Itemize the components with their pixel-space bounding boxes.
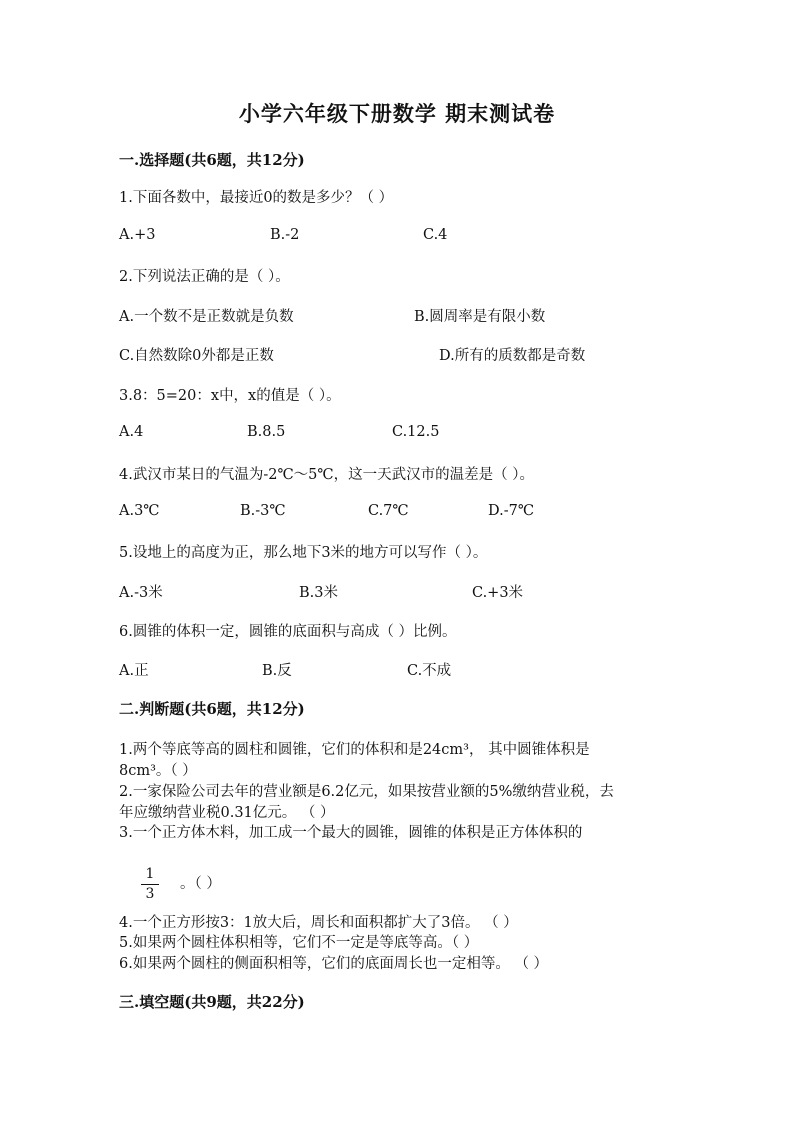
question-4-option-b: B.-3℃ xyxy=(240,503,286,519)
judgment-5: 5.如果两个圆柱体积相等，它们不一定是等底等高。（ ） xyxy=(119,935,479,951)
question-5-stem: 5.设地上的高度为正，那么地下3米的地方可以写作（ ）。 xyxy=(119,545,488,561)
question-1-stem: 1.下面各数中，最接近0的数是多少？（ ） xyxy=(119,190,394,206)
page-title: 小学六年级下册数学 期末测试卷 xyxy=(238,101,556,126)
judgment-3-answer-blank: 。（ ） xyxy=(180,876,221,892)
question-6-option-b: B.反 xyxy=(262,663,292,679)
question-5-option-a: A.-3米 xyxy=(119,585,163,601)
section-heading-fill-in: 三.填空题(共9题，共22分) xyxy=(119,993,305,1011)
question-2-option-c: C.自然数除0外都是正数 xyxy=(119,348,274,364)
question-5-option-c: C.+3米 xyxy=(472,585,524,601)
question-2-option-a: A.一个数不是正数就是负数 xyxy=(119,309,294,325)
judgment-2-line-1: 2.一家保险公司去年的营业额是6.2亿元，如果按营业额的5%缴纳营业税，去 xyxy=(119,784,614,800)
question-4-option-c: C.7℃ xyxy=(368,503,409,519)
question-3-option-c: C.12.5 xyxy=(392,424,440,440)
fraction-denominator: 3 xyxy=(145,886,155,902)
question-2-option-d: D.所有的质数都是奇数 xyxy=(439,348,586,364)
question-4-option-d: D.-7℃ xyxy=(488,503,535,519)
question-6-option-a: A.正 xyxy=(119,663,149,679)
question-5-option-b: B.3米 xyxy=(299,585,338,601)
fraction-numerator: 1 xyxy=(145,866,155,882)
question-3-option-b: B.8.5 xyxy=(247,424,286,440)
judgment-6: 6.如果两个圆柱的侧面积相等，它们的底面周长也一定相等。 （ ） xyxy=(119,956,549,972)
question-2-stem: 2.下列说法正确的是（ ）。 xyxy=(119,269,290,285)
judgment-1-line-2: 8cm³。（ ） xyxy=(119,763,197,779)
judgment-3-line-1: 3.一个正方体木料，加工成一个最大的圆锥，圆锥的体积是正方体体积的 xyxy=(119,825,583,841)
question-4-option-a: A.3℃ xyxy=(119,503,160,519)
judgment-4: 4.一个正方形按3：1放大后，周长和面积都扩大了3倍。 （ ） xyxy=(119,915,518,931)
question-4-stem: 4.武汉市某日的气温为-2℃～5℃，这一天武汉市的温差是（ ）。 xyxy=(119,467,534,483)
question-1-option-c: C.4 xyxy=(423,227,448,243)
fraction-bar xyxy=(141,884,159,885)
fraction-one-third xyxy=(141,866,159,903)
judgment-2-line-2: 年应缴纳营业税0.31亿元。 （ ） xyxy=(119,805,335,821)
question-6-stem: 6.圆锥的体积一定，圆锥的底面积与高成（ ）比例。 xyxy=(119,624,457,640)
section-heading-choice: 一.选择题(共6题，共12分) xyxy=(119,151,305,169)
question-1-option-a: A.+3 xyxy=(119,227,156,243)
question-2-option-b: B.圆周率是有限小数 xyxy=(414,309,546,325)
question-3-option-a: A.4 xyxy=(119,424,144,440)
judgment-1-line-1: 1.两个等底等高的圆柱和圆锥，它们的体积和是24cm³， 其中圆锥体积是 xyxy=(119,742,590,758)
question-1-option-b: B.-2 xyxy=(270,227,300,243)
section-heading-judgment: 二.判断题(共6题，共12分) xyxy=(119,700,305,718)
question-3-stem: 3.8：5=20：x中，x的值是（ ）。 xyxy=(119,388,341,404)
question-6-option-c: C.不成 xyxy=(407,663,452,679)
